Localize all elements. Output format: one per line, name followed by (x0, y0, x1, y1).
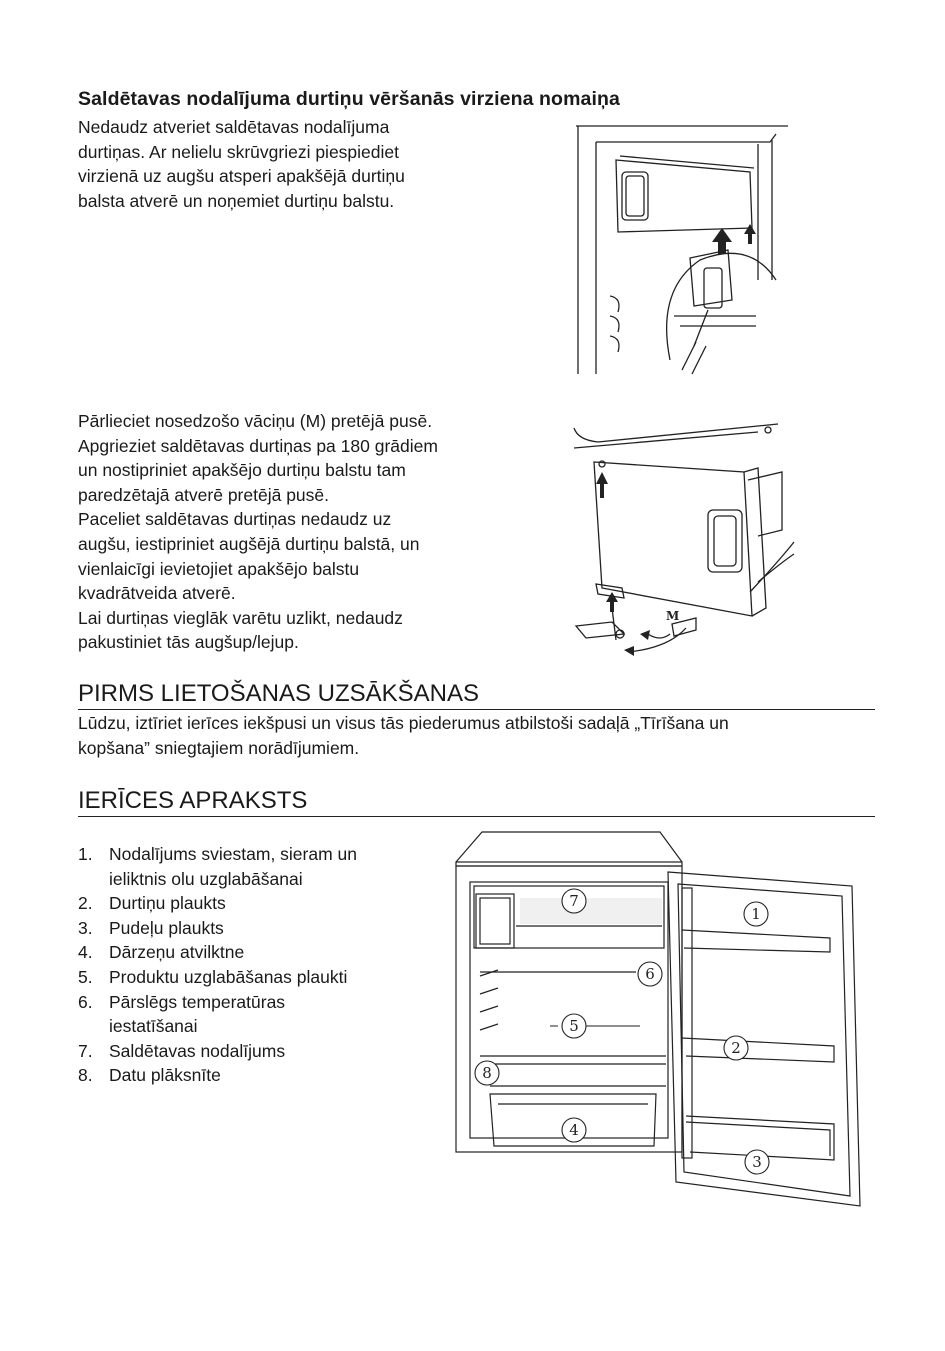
item-text: iestatīšanai (109, 1016, 198, 1037)
list-item (78, 965, 357, 990)
text-line: pakustiniet tās augšup/lejup. (78, 632, 299, 653)
text-line: kopšana” sniegtajiem norādījumiem. (78, 737, 360, 758)
list-item (78, 940, 357, 965)
item-number: 5. (78, 966, 93, 987)
description-heading: IERĪCES APRAKSTS (78, 786, 875, 817)
text-line: kvadrātveida atverē. (78, 583, 236, 604)
item-text: Dārzeņu atvilktne (109, 942, 245, 963)
text-line: vienlaicīgi ievietojiet apakšējo balstu (78, 558, 360, 579)
figure-door-reversal (568, 412, 798, 662)
item-number: 4. (78, 942, 93, 963)
item-text: Pārslēgs temperatūras (109, 991, 286, 1012)
callout-7: 7 (569, 892, 579, 910)
callout-6: 6 (645, 965, 655, 983)
item-number: 3. (78, 917, 93, 938)
callout-2: 2 (731, 1039, 741, 1057)
door-reversal-title: Saldētavas nodalījuma durtiņu vēršanās virziena nomaiņa (78, 88, 620, 110)
text-line: balsta atverē un noņemiet durtiņu balstu. (78, 190, 395, 211)
text-line: augšu, iestipriniet augšējā durtiņu balstā, un (78, 533, 420, 554)
item-number: 2. (78, 893, 93, 914)
list-item (78, 842, 357, 891)
before-use-heading: PIRMS LIETOŠANAS UZSĀKŠANAS (78, 679, 875, 710)
text-line: paredzētajā atverē pretējā pusē. (78, 484, 329, 505)
callout-1: 1 (751, 905, 761, 923)
text-line: Lai durtiņas vieglāk varētu uzlikt, nedaudz (78, 607, 403, 628)
before-use-text (78, 711, 729, 760)
cover-cap-label: M (666, 609, 680, 623)
item-text: Produktu uzglabāšanas plaukti (109, 966, 348, 987)
figure-appliance-description (450, 826, 870, 1216)
item-number: 8. (78, 1065, 93, 1086)
item-text: Nodalījums sviestam, sieram un (109, 844, 357, 864)
item-text: Durtiņu plaukts (109, 893, 226, 914)
text-line: Lūdzu, iztīriet ierīces iekšpusi un visus tās piederumus atbilstoši sadaļā „Tīrīšana un (78, 713, 729, 733)
list-item (78, 891, 357, 916)
item-text: Pudeļu plaukts (109, 917, 224, 938)
text-line: virzienā uz augšu atsperi apakšējā durtiņu (78, 166, 405, 187)
list-item (78, 1063, 357, 1088)
list-item (78, 1039, 357, 1064)
item-number: 6. (78, 991, 93, 1012)
figure-hinge-removal (570, 120, 795, 378)
list-item (78, 990, 357, 1039)
parts-list (78, 842, 357, 1088)
callout-3: 3 (752, 1153, 762, 1171)
item-number: 7. (78, 1040, 93, 1061)
text-line: un nostipriniet apakšējo durtiņu balstu tam (78, 460, 406, 481)
item-number: 1. (78, 844, 93, 864)
callout-8: 8 (482, 1064, 492, 1082)
callout-4: 4 (569, 1121, 579, 1139)
text-line: Pārlieciet nosedzošo vāciņu (M) pretējā pusē. (78, 411, 433, 431)
text-line: Paceliet saldētavas durtiņas nedaudz uz (78, 509, 392, 530)
item-text: ieliktnis olu uzglabāšanai (109, 868, 303, 889)
item-text: Saldētavas nodalījums (109, 1040, 286, 1061)
list-item (78, 916, 357, 941)
text-line: Nedaudz atveriet saldētavas nodalījuma (78, 117, 390, 137)
item-text: Datu plāksnīte (109, 1065, 221, 1086)
callout-5: 5 (569, 1017, 579, 1035)
text-line: durtiņas. Ar nelielu skrūvgriezi piespiediet (78, 141, 399, 162)
text-line: Apgrieziet saldētavas durtiņas pa 180 grādiem (78, 435, 438, 456)
door-reversal-step-2 (78, 409, 438, 655)
door-reversal-step-1 (78, 115, 405, 213)
